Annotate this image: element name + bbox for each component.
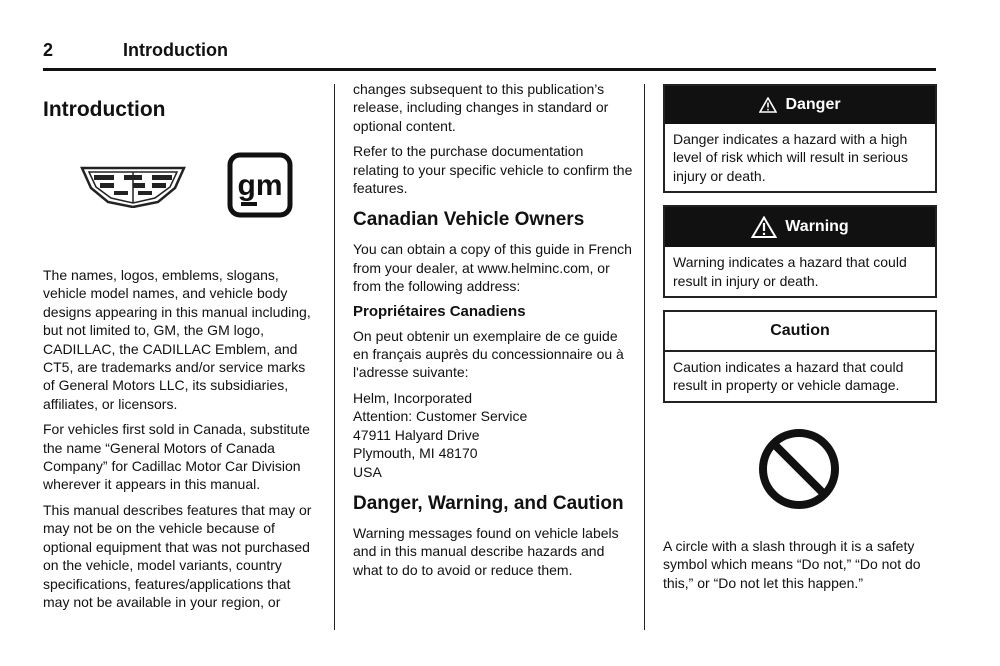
- brand-logos: [43, 152, 319, 232]
- continued-paragraph: changes subsequent to this publication’s release, including changes in standard or optional content.: [353, 81, 609, 134]
- danger-body: [665, 124, 935, 191]
- caution-header: [665, 312, 935, 352]
- warning-body: [665, 247, 935, 296]
- caution-body: [665, 352, 935, 401]
- column-3: [663, 84, 937, 599]
- warning-triangle-icon: [751, 216, 777, 238]
- warning-messages-paragraph: Warning messages found on vehicle labels and in this manual describe hazards and what to do to avoid or reduce them.: [353, 524, 619, 578]
- prohibition-icon: [757, 427, 841, 511]
- warning-box: [663, 205, 937, 298]
- caution-title: Caution: [770, 322, 830, 340]
- canadian-owners-heading: Canadian Vehicle Owners: [353, 209, 585, 231]
- caution-box: [663, 310, 937, 403]
- features-paragraph: This manual describes features that may or may not be on the vehicle because of optional equipment that was not purchased on the vehicle, model variants, country specifications, features/applications that may not be available in your region, or: [43, 501, 312, 610]
- address-line: Helm, Incorporated: [353, 389, 473, 406]
- warning-header: [665, 207, 935, 247]
- page-header: [43, 38, 936, 71]
- column-divider: [644, 84, 645, 630]
- section-heading: Introduction: [43, 98, 166, 121]
- proprietaires-heading: Propriétaires Canadiens: [353, 302, 526, 320]
- danger-text: Danger indicates a hazard with a high level of risk which will result in serious injury or death.: [673, 131, 908, 184]
- danger-warning-caution-heading: Danger, Warning, and Caution: [353, 492, 624, 514]
- danger-box: [663, 84, 937, 193]
- warning-text: Warning indicates a hazard that could result in injury or death.: [673, 254, 907, 289]
- address-line: 47911 Halyard Drive: [353, 426, 480, 443]
- warning-title: Warning: [785, 218, 849, 236]
- address-line: Plymouth, MI 48170: [353, 445, 478, 462]
- running-title: Introduction: [123, 40, 228, 60]
- column-divider: [334, 84, 335, 630]
- danger-title: Danger: [785, 96, 841, 113]
- french-guide-paragraph: You can obtain a copy of this guide in French from your dealer, at www.helminc.com, or from the following address:: [353, 241, 632, 295]
- warning-triangle-icon: [759, 97, 777, 113]
- canada-paragraph: For vehicles first sold in Canada, substitute the name “General Motors of Canada Company” for Cadillac Motor Car Division wherever it appears in this manual.: [43, 421, 310, 493]
- page-number: 2: [43, 40, 54, 60]
- trademark-paragraph: The names, logos, emblems, slogans, vehicle model names, and vehicle body designs appearing in this manual including, but not limited to, GM, the GM logo, CADILLAC, the CADILLAC Emblem, and CT5, are trademarks and/or service marks of General Motors LLC, its subsidiaries, affiliates, or licensors.: [43, 267, 311, 412]
- gm-logo-text: gm: [237, 169, 283, 202]
- cadillac-crest-logo: [80, 164, 186, 208]
- safety-symbol-paragraph: A circle with a slash through it is a safety symbol which means “Do not,” “Do not do this,” or “Do not let this happen.”: [663, 537, 921, 591]
- purchase-paragraph: Refer to the purchase documentation relating to your specific vehicle to confirm the features.: [353, 143, 633, 197]
- column-1: [43, 84, 319, 618]
- address-line: Attention: Customer Service: [353, 408, 528, 425]
- address-line: USA: [353, 463, 382, 480]
- column-2: [353, 80, 633, 586]
- caution-text: Caution indicates a hazard that could result in property or vehicle damage.: [673, 359, 904, 394]
- gm-logo: [227, 152, 293, 223]
- mailing-address: [353, 389, 633, 481]
- french-paragraph: On peut obtenir un exemplaire de ce guide en français auprès du concessionnaire ou à l'adresse suivante:: [353, 327, 624, 381]
- danger-header: [665, 86, 935, 124]
